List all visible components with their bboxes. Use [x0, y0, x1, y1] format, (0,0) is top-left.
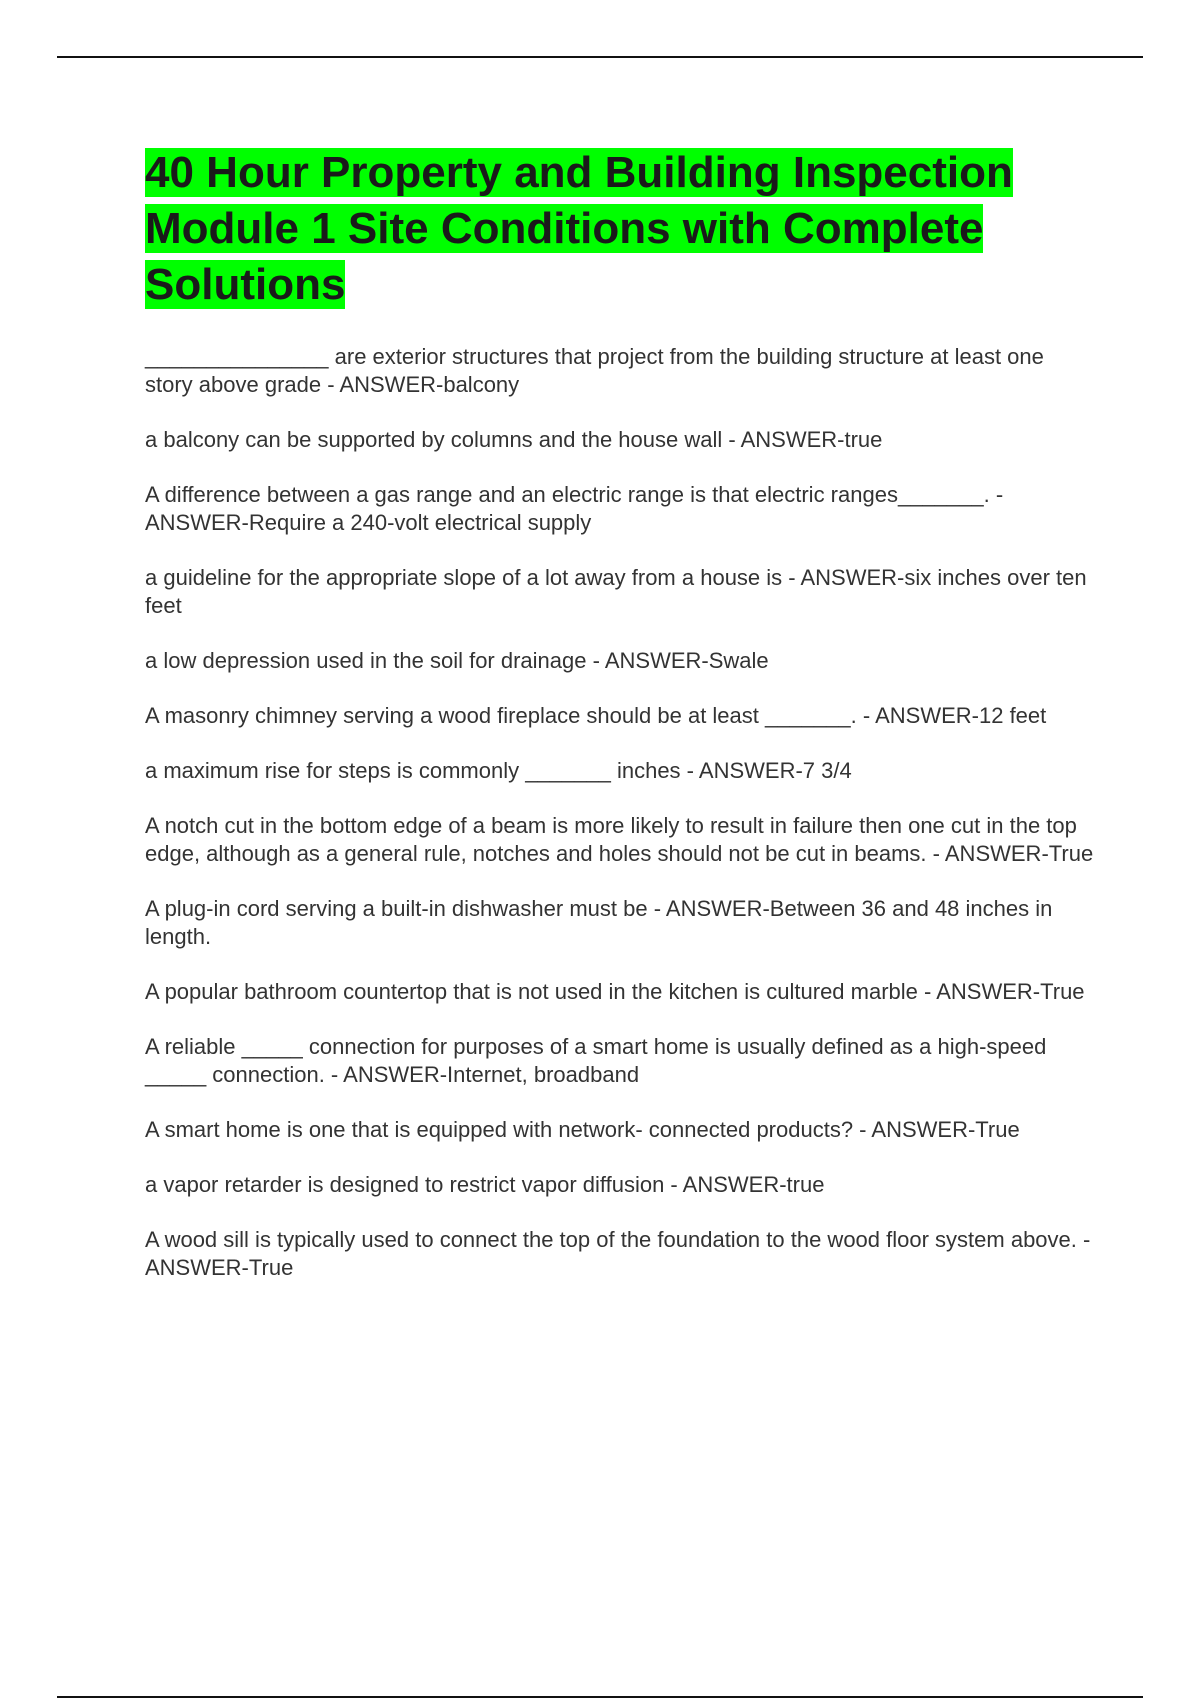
header-rule [57, 56, 1143, 58]
qa-item: A notch cut in the bottom edge of a beam is more likely to result in failure then one cut in the top edge, although as a general rule, notches and holes should not be cut in beams. - ANSWER-True [145, 813, 1094, 866]
qa-list [145, 343, 1095, 1282]
qa-item: a low depression used in the soil for drainage - ANSWER-Swale [145, 648, 769, 673]
qa-item: A plug-in cord serving a built-in dishwasher must be - ANSWER-Between 36 and 48 inches in length. [145, 896, 1053, 949]
qa-item: a guideline for the appropriate slope of a lot away from a house is - ANSWER-six inches over ten feet [145, 565, 1087, 618]
qa-item: _______________ are exterior structures that project from the building structure at least one story above grade - ANSWER-balcony [145, 344, 1044, 397]
qa-item: A difference between a gas range and an electric range is that electric ranges_______. - ANSWER-Require a 240-volt electrical supply [145, 482, 1004, 535]
qa-item: A smart home is one that is equipped with network- connected products? - ANSWER-True [145, 1117, 1020, 1142]
qa-item: A reliable _____ connection for purposes of a smart home is usually defined as a high-speed _____ connection. - ANSWER-Internet, broadband [145, 1034, 1047, 1087]
footer-rule [57, 1696, 1143, 1698]
qa-item: A masonry chimney serving a wood fireplace should be at least _______. - ANSWER-12 feet [145, 703, 1047, 728]
document-title [145, 145, 1095, 313]
qa-item: a maximum rise for steps is commonly _______ inches - ANSWER-7 3/4 [145, 758, 852, 783]
qa-item: a vapor retarder is designed to restrict vapor diffusion - ANSWER-true [145, 1172, 825, 1197]
qa-item: a balcony can be supported by columns and the house wall - ANSWER-true [145, 427, 883, 452]
qa-item: A popular bathroom countertop that is not used in the kitchen is cultured marble - ANSWER-True [145, 979, 1085, 1004]
qa-item: A wood sill is typically used to connect the top of the foundation to the wood floor system above. - ANSWER-True [145, 1227, 1091, 1280]
title-highlight: 40 Hour Property and Building Inspection Module 1 Site Conditions with Complete Solutions [145, 148, 1013, 309]
document-body [145, 145, 1095, 1309]
